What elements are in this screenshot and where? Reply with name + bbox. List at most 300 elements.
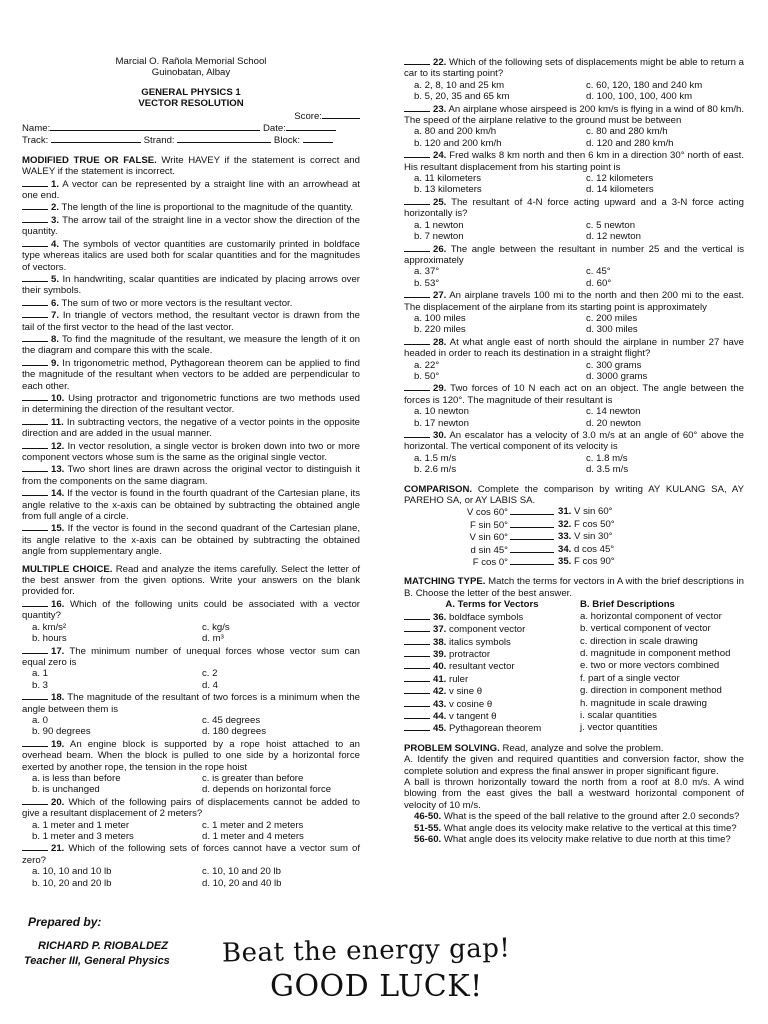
item-number: 8. bbox=[51, 333, 60, 345]
item-text: Which of the following pairs of displacements cannot be added to give a resultant displacement of 2 meters? bbox=[22, 796, 360, 820]
option: a. 2, 8, 10 and 25 km bbox=[414, 79, 505, 91]
option: c. 2 bbox=[202, 668, 218, 680]
comparison-row bbox=[404, 544, 744, 556]
item-text: The resultant of 4-N force acting upward and a 3-N force acting horizontally is? bbox=[404, 196, 745, 220]
matching-term bbox=[404, 698, 580, 710]
option: b. 7 newton bbox=[414, 231, 464, 243]
item-number: 14. bbox=[51, 488, 65, 500]
item-text: The arrow tail of the straight line in a vector show the direction of the quantity. bbox=[22, 214, 360, 238]
answer-blank[interactable] bbox=[510, 519, 554, 528]
comparison-row bbox=[404, 556, 744, 568]
answer-blank[interactable] bbox=[510, 506, 554, 515]
answer-blank[interactable] bbox=[404, 685, 430, 694]
option: d. 12 newton bbox=[586, 231, 641, 243]
item-number: 11. bbox=[51, 416, 64, 428]
good-luck-handwritten: GOOD LUCK! bbox=[270, 969, 483, 1004]
description-text: d. magnitude in component method bbox=[580, 647, 731, 659]
item-text: An escalator has a velocity of 3.0 m/s at an angle of 60° above the horizontal. The vertical component of its velocity is bbox=[404, 430, 744, 453]
option-row bbox=[404, 184, 744, 195]
term-text: resultant vector bbox=[449, 661, 515, 673]
option: c. 5 newton bbox=[586, 219, 636, 231]
option: c. 14 newton bbox=[586, 406, 641, 418]
item-text: The minimum number of unequal forces whose vector sum can equal zero is bbox=[22, 645, 360, 668]
description-text: b. vertical component of vector bbox=[580, 623, 711, 635]
item-number: 17. bbox=[51, 645, 65, 657]
comparison-left-expr: F cos 0° bbox=[472, 557, 508, 569]
matching-term bbox=[404, 710, 580, 722]
option-row bbox=[22, 633, 360, 644]
item-number: 19. bbox=[51, 738, 65, 750]
item-number: 5. bbox=[51, 273, 60, 285]
comparison-left bbox=[404, 531, 554, 543]
topic-title: VECTOR RESOLUTION bbox=[138, 98, 244, 110]
term-text: component vector bbox=[449, 624, 526, 636]
item-number: 20. bbox=[51, 796, 65, 808]
answer-blank[interactable] bbox=[22, 309, 48, 318]
comparison-row bbox=[404, 519, 744, 531]
answer-blank[interactable] bbox=[22, 357, 48, 366]
item-number: 12. bbox=[51, 440, 65, 452]
comparison-right-expr: F cos 90° bbox=[574, 556, 615, 568]
comparison-right-expr: V sin 30° bbox=[574, 531, 613, 543]
option-row bbox=[404, 80, 744, 91]
option: a. 1 meter and 1 meter bbox=[32, 819, 130, 831]
option: c. 1.8 m/s bbox=[586, 452, 628, 464]
option: b. is unchanged bbox=[32, 784, 100, 796]
comparison-left-expr: F sin 50° bbox=[470, 519, 508, 531]
answer-blank[interactable] bbox=[22, 738, 48, 747]
item-text: Which of the following sets of forces cannot have a vector sum of zero? bbox=[22, 843, 360, 866]
mtf-item bbox=[22, 463, 360, 487]
mtf-item bbox=[22, 238, 360, 273]
item-text: If the vector is found in the second quadrant of the Cartesian plane, its angle relative to the x-axis can be obtained by subtracting the obtained angle from supplementary angle. bbox=[22, 523, 360, 558]
description-text: j. vector quantities bbox=[580, 722, 658, 734]
answer-blank[interactable] bbox=[22, 645, 48, 654]
left-column bbox=[22, 0, 360, 889]
mtf-item bbox=[22, 214, 360, 238]
item-number: 40. bbox=[433, 661, 447, 673]
mtf-item bbox=[22, 487, 360, 522]
matching-row bbox=[404, 611, 744, 623]
mc-item bbox=[22, 796, 360, 820]
item-number: 4. bbox=[51, 238, 60, 250]
item-text: An engine block is supported by a rope hoist attached to an overhead beam. When the block is pulled to one side by a horizontal force exerted by another rope, the tension in the rope hoist bbox=[22, 738, 360, 773]
item-number: 18. bbox=[51, 692, 65, 704]
option-row bbox=[404, 266, 744, 277]
answer-blank[interactable] bbox=[22, 440, 48, 449]
option: a. is less than before bbox=[32, 772, 121, 784]
mc-item bbox=[22, 738, 360, 773]
teacher-name: RICHARD P. RIOBALDEZ bbox=[38, 940, 168, 952]
answer-blank[interactable] bbox=[404, 149, 430, 158]
answer-blank[interactable] bbox=[22, 416, 48, 425]
comparison-instructions: COMPARISON. Complete the comparison by writing AY KULANG SA, AY PAREHO SA, or AY LABIS SA. bbox=[404, 483, 744, 507]
mtf-instructions: MODIFIED TRUE OR FALSE. Write HAVEY if the statement is correct and WALEY if the statement is incorrect. bbox=[22, 154, 360, 178]
option: b. 5, 20, 35 and 65 km bbox=[414, 91, 510, 103]
option: a. 11 kilometers bbox=[414, 173, 482, 185]
item-number: 2. bbox=[51, 202, 60, 214]
answer-blank[interactable] bbox=[404, 196, 430, 205]
option: d. 300 miles bbox=[586, 324, 638, 336]
item-number: 38. bbox=[433, 636, 447, 648]
mc-item bbox=[404, 289, 744, 313]
option: c. 300 grams bbox=[586, 359, 642, 371]
mtf-item bbox=[22, 297, 360, 309]
matching-term bbox=[404, 611, 580, 623]
answer-blank[interactable] bbox=[510, 556, 554, 565]
option: a. 10 newton bbox=[414, 406, 469, 418]
option-row bbox=[404, 418, 744, 429]
mc-item bbox=[404, 103, 744, 127]
option: d. 4 bbox=[202, 679, 219, 691]
option: b. 220 miles bbox=[414, 324, 466, 336]
option: b. hours bbox=[32, 633, 67, 645]
option: a. 1.5 m/s bbox=[414, 452, 457, 464]
mtf-item bbox=[22, 201, 360, 213]
mc-item bbox=[22, 842, 360, 866]
score-line: Score: bbox=[22, 110, 360, 122]
answer-blank[interactable] bbox=[404, 429, 430, 438]
matching-row bbox=[404, 710, 744, 722]
answer-blank[interactable] bbox=[404, 623, 430, 632]
matching-term bbox=[404, 636, 580, 648]
option: d. 120 and 280 km/h bbox=[586, 137, 674, 149]
item-text: The magnitude of the resultant of two forces is a minimum when the angle between them is bbox=[22, 692, 361, 715]
description-text: c. direction in scale drawing bbox=[580, 635, 698, 647]
matching-term bbox=[404, 673, 580, 685]
item-text: Which of the following units could be associated with a vector quantity? bbox=[22, 598, 360, 622]
option: b. 3 bbox=[32, 679, 49, 691]
item-number: 36. bbox=[433, 611, 447, 623]
answer-blank[interactable] bbox=[22, 463, 48, 472]
option-row bbox=[404, 138, 744, 149]
description-text: f. part of a single vector bbox=[580, 672, 680, 684]
option-row bbox=[404, 231, 744, 242]
mc-item bbox=[404, 336, 744, 360]
option-row bbox=[404, 371, 744, 382]
option: c. 45° bbox=[586, 266, 611, 278]
option: b. 10, 20 and 20 lb bbox=[32, 877, 112, 889]
prepared-by: Prepared by: bbox=[28, 915, 102, 929]
comparison-right-expr: V sin 60° bbox=[574, 506, 613, 518]
answer-blank[interactable] bbox=[22, 214, 48, 223]
description-text: g. direction in component method bbox=[580, 685, 722, 697]
answer-blank[interactable] bbox=[404, 382, 430, 391]
item-text: A vector can be represented by a straight line with an arrowhead at one end. bbox=[22, 178, 360, 202]
item-text: Using protractor and trigonometric functions are two methods used in determining the direction of the resultant vector. bbox=[22, 392, 361, 416]
description-text: i. scalar quantities bbox=[580, 709, 657, 721]
option: d. depends on horizontal force bbox=[202, 784, 332, 796]
answer-blank[interactable] bbox=[404, 336, 430, 345]
matching-row bbox=[404, 648, 744, 660]
answer-blank[interactable] bbox=[22, 598, 48, 607]
matching-term bbox=[404, 660, 580, 672]
item-text: The symbols of vector quantities are customarily printed in boldface type whereas italics are used both for scalar quantities and for the magnitudes of vectors. bbox=[22, 238, 360, 273]
option: a. 1 bbox=[32, 668, 49, 680]
option-row bbox=[22, 866, 360, 877]
item-number: 42. bbox=[433, 686, 447, 698]
mc-item bbox=[404, 149, 744, 173]
option: d. 3.5 m/s bbox=[586, 464, 629, 476]
option: d. 3000 grams bbox=[586, 370, 648, 382]
item-text: In handwriting, scalar quantities are indicated by placing arrows over their symbols. bbox=[22, 273, 360, 297]
answer-blank[interactable] bbox=[22, 178, 48, 187]
option: b. 1 meter and 3 meters bbox=[32, 831, 134, 842]
term-text: protractor bbox=[449, 648, 491, 660]
comparison-right bbox=[554, 506, 613, 518]
item-number: 23. bbox=[433, 103, 447, 115]
mtf-list bbox=[22, 178, 360, 558]
option-row bbox=[22, 622, 360, 633]
option-row bbox=[404, 313, 744, 324]
item-number: 35. bbox=[558, 556, 572, 568]
matching-head-a: A. Terms for Vectors bbox=[445, 599, 539, 611]
comparison-right-expr: F cos 50° bbox=[574, 518, 615, 530]
term-text: boldface symbols bbox=[449, 611, 524, 623]
answer-blank[interactable] bbox=[22, 842, 48, 851]
mtf-item bbox=[22, 273, 360, 297]
term-text: v cosine θ bbox=[449, 698, 493, 710]
answer-blank[interactable] bbox=[404, 636, 430, 645]
teacher-title: Teacher III, General Physics bbox=[24, 955, 170, 967]
mc-list bbox=[22, 598, 360, 889]
item-text: The sum of two or more vectors is the resultant vector. bbox=[61, 297, 293, 309]
matching-row bbox=[404, 698, 744, 710]
item-text: The length of the line is proportional to the magnitude of the quantity. bbox=[61, 202, 354, 214]
answer-blank[interactable] bbox=[404, 243, 430, 252]
item-text: In vector resolution, a single vector is broken down into two or more component vectors whose sum is the same as the original single vector. bbox=[22, 440, 360, 463]
option-row bbox=[22, 878, 360, 889]
option: b. 17 newton bbox=[414, 417, 469, 429]
option-row bbox=[404, 91, 744, 102]
option-row bbox=[404, 126, 744, 137]
answer-blank[interactable] bbox=[22, 273, 48, 282]
option: a. 100 miles bbox=[414, 312, 466, 324]
option-row bbox=[404, 406, 744, 417]
option: b. 2.6 m/s bbox=[414, 464, 457, 476]
answer-blank[interactable] bbox=[22, 238, 48, 247]
option-row bbox=[22, 831, 360, 842]
comparison-right bbox=[554, 544, 614, 556]
option: d. 60° bbox=[586, 277, 612, 289]
item-text: To find the magnitude of the resultant, we measure the length of it on the diagram and compare this with the scale. bbox=[22, 333, 360, 357]
option-row bbox=[22, 773, 360, 784]
term-text: ruler bbox=[449, 673, 469, 685]
item-number: 37. bbox=[433, 624, 447, 636]
answer-blank[interactable] bbox=[404, 648, 430, 657]
item-number: 16. bbox=[51, 598, 65, 610]
answer-blank[interactable] bbox=[404, 673, 430, 682]
item-number: 26. bbox=[433, 243, 447, 255]
option: d. 100, 100, 100, 400 km bbox=[586, 91, 693, 103]
description-text: a. horizontal component of vector bbox=[580, 610, 722, 622]
matching-term bbox=[404, 648, 580, 660]
comparison-left-expr: V sin 60° bbox=[469, 532, 508, 544]
option-row bbox=[22, 820, 360, 831]
option-row bbox=[404, 453, 744, 464]
matching-row bbox=[404, 660, 744, 672]
matching-instructions: MATCHING TYPE. Match the terms for vectors in A with the brief descriptions in B. Choose the letter of the best answer. bbox=[404, 576, 744, 599]
option: a. 22° bbox=[414, 359, 440, 371]
option: c. 10, 10 and 20 lb bbox=[202, 866, 281, 878]
item-number: 21. bbox=[51, 843, 65, 855]
answer-blank[interactable] bbox=[22, 201, 48, 210]
item-text: Two forces of 10 N each act on an object. The angle between the forces is 120°. The magnitude of their resultant is bbox=[404, 383, 745, 406]
answer-blank[interactable] bbox=[22, 522, 48, 531]
option: a. 10, 10 and 10 lb bbox=[32, 866, 112, 878]
item-number: 43. bbox=[433, 698, 447, 710]
mtf-item bbox=[22, 392, 360, 416]
name-line: Name: Date: bbox=[22, 122, 360, 134]
option: c. 200 miles bbox=[586, 312, 638, 324]
mc-list-right bbox=[404, 56, 744, 476]
course-title: GENERAL PHYSICS 1 bbox=[141, 86, 241, 98]
answer-blank[interactable] bbox=[22, 333, 48, 342]
answer-blank[interactable] bbox=[404, 611, 430, 620]
option: d. 14 kilometers bbox=[586, 184, 654, 196]
comparison-right-expr: d cos 45° bbox=[574, 543, 615, 555]
mtf-item bbox=[22, 357, 360, 392]
option: c. 12 kilometers bbox=[586, 173, 654, 185]
matching-row bbox=[404, 623, 744, 635]
problem-q1: 46-50. What is the speed of the ball relative to the ground after 2.0 seconds? bbox=[414, 811, 740, 823]
problem-q3: 56-60. What angle does its velocity make relative to due north at this time? bbox=[414, 834, 731, 845]
answer-blank[interactable] bbox=[404, 698, 430, 707]
option: c. 60, 120, 180 and 240 km bbox=[586, 79, 703, 91]
option: d. 1 meter and 4 meters bbox=[202, 831, 304, 842]
matching-row bbox=[404, 636, 744, 648]
comparison-left bbox=[404, 519, 554, 531]
matching-list bbox=[404, 611, 744, 735]
item-text: Which of the following sets of displacements might be able to return a car to its starting point? bbox=[404, 57, 744, 80]
comparison-left-expr: d sin 45° bbox=[470, 544, 508, 556]
problem-a: A. Identify the given and required quantities and conversion factor, show the complete solution and express the final answer in proper significant figure. bbox=[404, 754, 744, 777]
answer-blank[interactable] bbox=[22, 796, 48, 805]
mc-item bbox=[22, 598, 360, 622]
option: d. 10, 20 and 40 lb bbox=[202, 877, 282, 889]
answer-blank[interactable] bbox=[22, 297, 48, 306]
term-text: v tangent θ bbox=[449, 710, 497, 722]
option-row bbox=[404, 464, 744, 475]
option-row bbox=[22, 715, 360, 726]
item-number: 25. bbox=[433, 196, 447, 208]
comparison-right bbox=[554, 531, 613, 543]
comparison-left bbox=[404, 556, 554, 568]
problem-instructions: PROBLEM SOLVING. Read, analyze and solve the problem. bbox=[404, 742, 664, 754]
item-number: 13. bbox=[51, 464, 65, 476]
answer-blank[interactable] bbox=[404, 710, 430, 719]
mc-item bbox=[22, 691, 360, 715]
mc-instructions: MULTIPLE CHOICE. Read and analyze the items carefully. Select the letter of the best answer from the given options. Write your answers on the blank provided for. bbox=[22, 563, 361, 598]
item-number: 33. bbox=[558, 531, 572, 543]
answer-blank[interactable] bbox=[404, 56, 430, 65]
matching-header bbox=[404, 599, 744, 610]
item-number: 34. bbox=[558, 543, 572, 555]
item-number: 7. bbox=[51, 310, 60, 322]
item-text: If the vector is found in the fourth quadrant of the Cartesian plane, its angle relative to the x-axis can be obtained by subtracting the obtained angle from full angle of a circle. bbox=[22, 488, 360, 523]
problem-body: A ball is thrown horizontally toward the north from a roof at 8.0 m/s. A wind blowing from the east gives the ball a westward horizontal component of velocity of 10 m/s. bbox=[404, 776, 744, 811]
problem-q2: 51-55. What angle does its velocity make relative to the vertical at this time? bbox=[414, 822, 737, 834]
option: b. 13 kilometers bbox=[414, 184, 482, 196]
answer-blank[interactable] bbox=[404, 660, 430, 669]
answer-blank[interactable] bbox=[22, 487, 48, 496]
item-number: 1. bbox=[51, 178, 60, 190]
mtf-item bbox=[22, 178, 360, 202]
option: a. 0 bbox=[32, 714, 49, 726]
school-location: Guinobatan, Albay bbox=[151, 67, 231, 79]
option: a. km/s² bbox=[32, 621, 67, 633]
answer-blank[interactable] bbox=[22, 691, 48, 700]
mc-item bbox=[404, 429, 744, 453]
item-number: 22. bbox=[433, 57, 447, 68]
description-text: e. two or more vectors combined bbox=[580, 660, 720, 672]
item-number: 15. bbox=[51, 523, 65, 535]
item-number: 28. bbox=[433, 336, 447, 348]
item-number: 3. bbox=[51, 214, 60, 226]
option: c. kg/s bbox=[202, 621, 230, 633]
item-number: 45. bbox=[433, 723, 447, 735]
option-row bbox=[22, 680, 360, 691]
mtf-item bbox=[22, 440, 360, 464]
comparison-right bbox=[554, 556, 615, 568]
item-number: 30. bbox=[433, 430, 447, 441]
term-text: italics symbols bbox=[449, 636, 511, 648]
mc-item bbox=[404, 382, 744, 406]
option-row bbox=[404, 278, 744, 289]
item-number: 6. bbox=[51, 297, 60, 309]
mtf-item bbox=[22, 309, 360, 333]
item-number: 24. bbox=[433, 150, 447, 162]
mc-item bbox=[404, 56, 744, 80]
item-number: 31. bbox=[558, 506, 572, 518]
option: a. 80 and 200 km/h bbox=[414, 126, 497, 138]
answer-blank[interactable] bbox=[510, 531, 554, 540]
answer-blank[interactable] bbox=[22, 392, 48, 401]
option-row bbox=[404, 173, 744, 184]
option: d. m³ bbox=[202, 633, 224, 645]
item-number: 44. bbox=[433, 710, 447, 722]
option: b. 53° bbox=[414, 277, 440, 289]
option-row bbox=[22, 668, 360, 679]
item-text: Fred walks 8 km north and then 6 km in a direction 30° north of east. His resultant displacement from his starting point is bbox=[404, 150, 744, 173]
answer-blank[interactable] bbox=[404, 103, 430, 112]
mtf-item bbox=[22, 416, 360, 440]
item-number: 9. bbox=[51, 357, 60, 369]
answer-blank[interactable] bbox=[510, 544, 554, 553]
right-column bbox=[404, 0, 744, 845]
option: d. 180 degrees bbox=[202, 726, 267, 738]
option: a. 1 newton bbox=[414, 219, 464, 231]
comparison-list bbox=[404, 506, 744, 568]
matching-term bbox=[404, 623, 580, 635]
mc-item bbox=[22, 645, 360, 669]
item-text: An airplane travels 100 mi to the north and then 200 mi to the east. The displacement of the airplane from its starting point is approximately bbox=[404, 290, 744, 313]
school-name: Marcial O. Rañola Memorial School bbox=[115, 56, 267, 67]
item-text: At what angle east of north should the airplane in number 27 have headed in order to reach its destination in a straight flight? bbox=[404, 336, 744, 360]
matching-row bbox=[404, 673, 744, 685]
answer-blank[interactable] bbox=[404, 289, 430, 298]
mtf-item bbox=[22, 333, 360, 357]
option-row bbox=[404, 220, 744, 231]
item-number: 29. bbox=[433, 383, 447, 395]
term-text: Pythagorean theorem bbox=[449, 723, 542, 735]
matching-head-b: B. Brief Descriptions bbox=[580, 599, 675, 611]
matching-term bbox=[404, 722, 580, 734]
item-text: Two short lines are drawn across the original vector to distinguish it from the components on the same diagram. bbox=[22, 464, 361, 487]
answer-blank[interactable] bbox=[404, 722, 430, 731]
item-number: 27. bbox=[433, 290, 447, 302]
mtf-item bbox=[22, 522, 360, 557]
